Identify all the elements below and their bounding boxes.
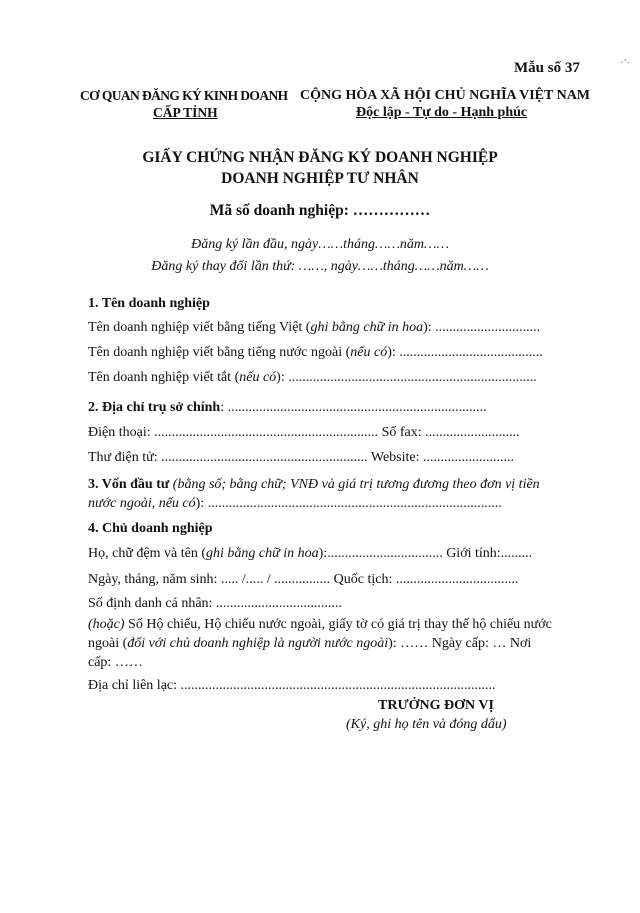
section-3-heading: 3. Vốn đầu tư (bằng số; bằng chữ; VNĐ và giá trị tương đương theo đơn vị tiền bbox=[88, 477, 540, 492]
personal-id-field: Số định danh cá nhân: .................................... bbox=[88, 596, 342, 611]
corner-mark: ·ʼ· bbox=[620, 58, 630, 69]
name-vietnamese-field: Tên doanh nghiệp viết bằng tiếng Việt (ghi bằng chữ in hoa): .............................. bbox=[88, 320, 541, 335]
first-registration: Đăng ký lần đầu, ngày……tháng……năm…… bbox=[191, 237, 449, 252]
passport-field-line1: (hoặc) Số Hộ chiếu, Hộ chiếu nước ngoài, giấy tờ có giá trị thay thế hộ chiếu nước bbox=[88, 617, 552, 632]
passport-field-line2: ngoài (đối với chủ doanh nghiệp là người nước ngoài): …… Ngày cấp: … Nơi bbox=[88, 636, 532, 651]
signature-note: (Ký, ghi họ tên và đóng dấu) bbox=[346, 717, 507, 732]
dob-nationality-field: Ngày, tháng, năm sinh: ..... /..... / ................ Quốc tịch: ................................... bbox=[88, 572, 519, 587]
passport-field-line3: cấp: …… bbox=[88, 655, 143, 670]
signature-title: TRƯỞNG ĐƠN VỊ bbox=[378, 698, 494, 713]
phone-fax-field: Điện thoại: ................................................................ Số fax: ........................... bbox=[88, 425, 520, 440]
agency-name: CƠ QUAN ĐĂNG KÝ KINH DOANH bbox=[80, 88, 288, 103]
email-website-field: Thư điện tử: ........................................................... Website: .......................... bbox=[88, 450, 514, 465]
section-4-heading: 4. Chủ doanh nghiệp bbox=[88, 521, 213, 536]
enterprise-code: Mã số doanh nghiệp: …………… bbox=[209, 202, 431, 219]
nation-motto: Độc lập - Tự do - Hạnh phúc bbox=[356, 105, 528, 120]
change-registration: Đăng ký thay đổi lần thứ: ……, ngày……tháng……năm…… bbox=[151, 259, 489, 274]
document-title: GIẤY CHỨNG NHẬN ĐĂNG KÝ DOANH NGHIỆP bbox=[142, 149, 498, 166]
form-number: Mẫu số 37 bbox=[514, 60, 580, 76]
name-foreign-field: Tên doanh nghiệp viết bằng tiếng nước ngoài (nếu có): ......................................... bbox=[88, 345, 543, 360]
name-short-field: Tên doanh nghiệp viết tắt (nếu có): ....................................................................... bbox=[88, 370, 537, 385]
document-subtitle: DOANH NGHIỆP TƯ NHÂN bbox=[221, 170, 419, 187]
agency-level: CẤP TỈNH bbox=[153, 105, 218, 120]
nation-name: CỘNG HÒA XÃ HỘI CHỦ NGHĨA VIỆT NAM bbox=[300, 88, 591, 103]
section-2-heading: 2. Địa chỉ trụ sở chính: .......................................................................... bbox=[88, 400, 487, 415]
contact-address-field: Địa chỉ liên lạc: .......................................................................................... bbox=[88, 678, 496, 693]
owner-name-field: Họ, chữ đệm và tên (ghi bằng chữ in hoa):................................. Giới tính:......... bbox=[88, 546, 533, 561]
investment-field: nước ngoài, nếu có): .................................................................................... bbox=[88, 496, 502, 511]
section-1-heading: 1. Tên doanh nghiệp bbox=[88, 296, 210, 311]
